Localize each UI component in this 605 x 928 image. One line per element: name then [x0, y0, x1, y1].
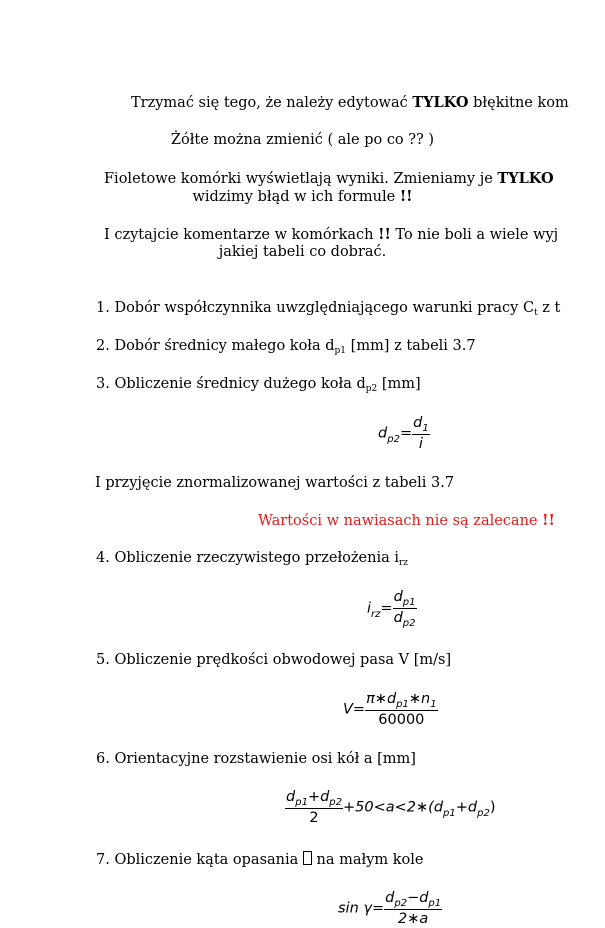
intro-text: błękitne kom: [468, 95, 569, 111]
formula-subscript: p1: [402, 597, 416, 608]
fraction: [412, 414, 430, 453]
step-1: [96, 300, 560, 316]
intro-line-6: jakiej tabeli co dobrać.: [218, 244, 387, 260]
step-text: [mm] z tabeli 3.7: [346, 338, 476, 354]
fraction: [393, 588, 417, 629]
formula-symbol: d: [393, 610, 403, 626]
formula-symbol: i: [418, 436, 423, 452]
formula-symbol: ): [489, 799, 496, 816]
intro-line-5: [104, 226, 558, 243]
formula-subscript: rz: [371, 608, 381, 620]
step-text: z t: [537, 300, 561, 316]
intro-line-2: Żółte można zmienić ( ale po co ?? ): [170, 132, 435, 148]
formula-axis-distance: [285, 788, 496, 827]
formula-symbol: +d: [307, 789, 330, 805]
subscript: t: [534, 308, 538, 318]
formula-symbol: d: [378, 425, 388, 442]
step-6: 6. Orientacyjne rozstawienie osi kół a [mm]: [96, 751, 416, 767]
intro-emphasis: !!: [399, 188, 413, 205]
formula-subscript: p1: [428, 898, 442, 909]
step-text: 1. Dobór współczynnika uwzględniającego warunki pracy C: [96, 300, 535, 316]
step-3: [96, 376, 421, 392]
formula-symbol: 2∗a: [398, 911, 429, 927]
step-text: 7. Obliczenie kąta opasania: [96, 852, 303, 868]
intro-line-3: [104, 170, 554, 187]
formula-irz: $i_{rz}=$ $\frac{d_{p1}}{d_{p2}}$: [367, 589, 416, 629]
formula-subscript: p1: [295, 797, 308, 808]
intro-text: widzimy błąd w ich formule: [192, 189, 400, 205]
formula-symbol: d: [393, 589, 403, 605]
formula-subscript: 1: [430, 699, 437, 710]
intro-emphasis: TYLKO: [497, 170, 554, 187]
formula-subscript: p1: [396, 699, 409, 710]
step-5: 5. Obliczenie prędkości obwodowej pasa V [m/s]: [96, 652, 452, 668]
fraction: [365, 690, 438, 729]
warning-emphasis: !!: [542, 512, 555, 529]
step-7: [96, 851, 423, 868]
step-text: 2. Dobór średnicy małego koła d: [96, 338, 335, 354]
formula-velocity: V= $\frac{\pi∗d_{p1}∗n_1}{60000}$: [343, 691, 437, 728]
formula-subscript: p2: [402, 618, 416, 629]
step-text: 3. Obliczenie średnicy dużego koła d: [96, 376, 366, 392]
formula-subscript: p2: [329, 797, 343, 808]
step-text: 4. Obliczenie rzeczywistego przełożenia i: [96, 550, 399, 566]
subscript: p2: [365, 384, 378, 394]
intro-text: Trzymać się tego, że należy edytować: [131, 95, 413, 111]
fraction: [384, 889, 442, 928]
intro-text: Fioletowe komórki wyświetlają wyniki. Zmieniamy je: [104, 171, 498, 187]
step-2: [96, 338, 476, 354]
missing-glyph-icon: [303, 851, 312, 865]
formula-number: 60000: [378, 712, 425, 728]
formula-symbol: ∗n: [408, 691, 431, 707]
intro-text: I czytajcie komentarze w komórkach: [104, 227, 379, 243]
formula-symbol: π∗d: [366, 691, 397, 707]
formula-symbol: d: [413, 415, 423, 431]
step-3-note: I przyjęcie znormalizowanej wartości z tabeli 3.7: [95, 475, 455, 491]
formula-subscript: p2: [394, 898, 408, 909]
formula-symbol: −d: [407, 890, 429, 906]
formula-subscript: p2: [477, 807, 490, 819]
step-text: [mm]: [377, 376, 421, 392]
formula-subscript: p2: [387, 433, 400, 445]
intro-emphasis: !!: [378, 226, 391, 243]
formula-symbol: i: [367, 600, 372, 617]
formula-dp2: $d_{p2}=$ $\frac{d_1}{i}$: [378, 415, 429, 452]
formula-subscript: p1: [443, 807, 456, 819]
subscript: rz: [398, 558, 409, 568]
formula-symbol: d: [385, 890, 395, 906]
step-4: [96, 550, 408, 566]
subscript: p1: [334, 346, 347, 356]
formula-symbol: sin γ: [338, 900, 372, 917]
intro-line-1: [131, 94, 569, 111]
intro-text: To nie boli a wiele wyj: [390, 227, 559, 243]
formula-sin-gamma: sin γ= $\frac{d_{p2}-d_{p1}}{2∗a}$: [338, 890, 442, 927]
fraction: [285, 788, 343, 827]
formula-number: 2: [309, 810, 319, 826]
formula-symbol: +50<a<2∗(d: [343, 799, 444, 816]
warning-text: Wartości w nawiasach nie są zalecane: [258, 513, 543, 529]
formula-symbol: +d: [455, 799, 478, 816]
warning-note: [258, 512, 555, 529]
formula-subscript: 1: [422, 423, 429, 434]
step-text: na małym kole: [311, 852, 424, 868]
intro-emphasis: TYLKO: [412, 94, 469, 111]
formula-symbol: d: [286, 789, 296, 805]
formula-symbol: V: [343, 701, 353, 718]
intro-line-4: [0, 188, 605, 205]
